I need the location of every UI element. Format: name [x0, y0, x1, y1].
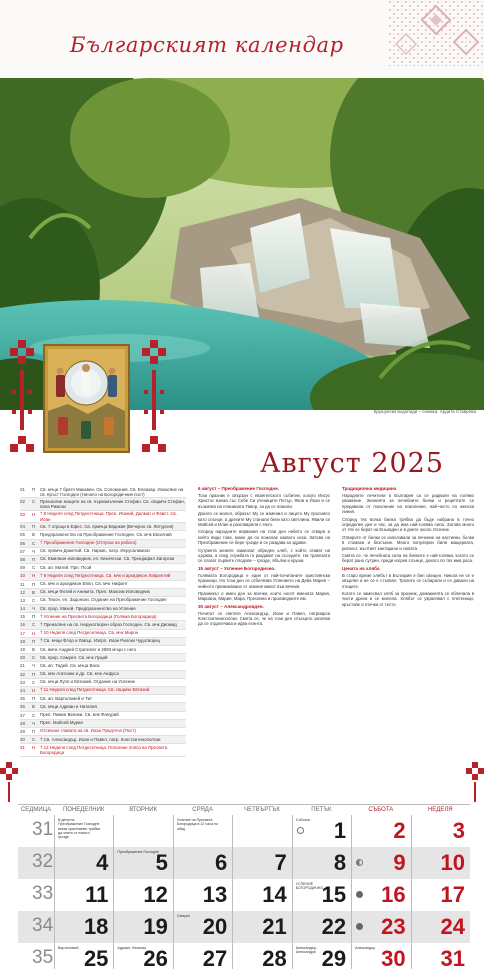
holiday-weekday: П: [32, 638, 36, 644]
holiday-text: † 12 Неделя след Петдесетница. Полагане пояса на Пресвета Богородица: [40, 744, 168, 755]
day-note: Успение на Пресвета Богородица в 12 часа по обед: [176, 818, 219, 831]
day-cell[interactable]: [173, 847, 232, 879]
holiday-weekday: В: [32, 532, 35, 538]
embroidery-ornament-icon: [388, 0, 484, 66]
holiday-day-number: 27: [20, 712, 25, 718]
holiday-day-number: 16: [20, 622, 25, 628]
month-title: Август 2025: [260, 448, 445, 479]
day-cell[interactable]: [292, 911, 351, 943]
holiday-text: Св. мчк Агатоник и др. Св. мчк Анфуса: [40, 671, 119, 677]
holiday-day-number: 29: [20, 728, 25, 734]
holiday-weekday: П: [32, 487, 36, 492]
article-paragraph: Според народните вярвания на този ден небето се отваря и който види това, може да си пожелае каквото иска. Затова на Преображение се бере грозде и се раздава за здраве.: [198, 529, 330, 546]
holiday-day-number: 18: [20, 638, 25, 644]
article-heading: Традиционна медицина: [342, 486, 397, 491]
day-number: 3: [452, 818, 465, 843]
moon-phase-icon: [356, 923, 363, 930]
day-cell[interactable]: [113, 815, 172, 847]
holiday-text: † 9 Неделя след Петдесетница. Св. мчк и архидякон Лаврентий: [40, 572, 171, 578]
article-paragraph: Отварите от билки се използвали за лечение на настинки, болки в стомаха и безсъние. Много популярни били мащерката, риганът, жълтият кантарион и липата.: [342, 534, 474, 551]
holiday-weekday: П: [32, 696, 36, 702]
holiday-day-number: 19: [20, 647, 25, 653]
weekday-header: ВТОРНИК: [129, 807, 158, 813]
holiday-text: † 8 Неделя след Петдесетница. Преп. Исакий, Далмат и Фавст. Св. Иоан: [40, 511, 177, 522]
weekday-header: НЕДЕЛЯ: [427, 807, 453, 813]
day-number: 6: [215, 850, 228, 875]
day-cell[interactable]: [351, 879, 410, 911]
day-number: 25: [83, 946, 109, 969]
day-cell[interactable]: [411, 847, 470, 879]
day-cell[interactable]: [113, 879, 172, 911]
week-row: [18, 879, 470, 911]
holiday-weekday: П: [32, 728, 36, 734]
holiday-text: Пренасяне мощите на св. първомъченик Стефан. Св. свщмчк Стефан, папа Римски: [40, 498, 185, 510]
article-column-2: [342, 486, 474, 609]
holiday-row: [20, 695, 186, 703]
holiday-text: Отсичане главата на св. Иоан Предтеча (Пост): [40, 728, 136, 734]
holiday-day-number: 12: [20, 589, 25, 595]
day-number: 16: [381, 882, 406, 907]
holiday-day-number: 07: [20, 548, 25, 554]
calendar-title: Българският календар: [70, 33, 344, 57]
week-row: [18, 911, 470, 943]
day-cell[interactable]: [54, 847, 113, 879]
day-note: Александър: [355, 946, 376, 950]
holiday-text: Св. прпмчк Дометий. Св. Наркис, патр. Иерусалимски: [40, 548, 150, 554]
holiday-weekday: П: [32, 671, 36, 677]
holiday-row: [20, 511, 186, 523]
holiday-row: [20, 703, 186, 711]
day-number: 28: [262, 946, 287, 969]
holiday-weekday: С: [32, 540, 36, 546]
moon-phase-icon: [297, 827, 304, 834]
day-cell[interactable]: [113, 847, 172, 879]
holiday-text: Св. Емилиан изповедник, еп. Кизически. Св. Трендафил Загорски: [40, 556, 175, 562]
day-number: 21: [262, 914, 287, 939]
day-note: УСПЕНИЕ БОГОРОДИЧНО: [295, 882, 324, 891]
weekday-header: СЕДМИЦА: [20, 807, 52, 813]
day-cell[interactable]: [54, 879, 113, 911]
weekday-header: ПЕТЪК: [311, 807, 332, 813]
holiday-row: [20, 498, 186, 510]
holiday-day-number: 31: [20, 745, 25, 751]
day-number: 11: [85, 882, 109, 907]
day-number: 31: [440, 946, 465, 969]
holiday-row: [20, 662, 186, 670]
day-number: 23: [381, 914, 406, 939]
article-paragraph: Сутринта жените замесват обреден хляб, с който отиват на църква, а след службата го раздават на съседите. На трапезата се слагат първите плодове – грозде, ябълки и круши.: [198, 547, 330, 564]
article-heading: Цената на хляба: [342, 565, 380, 571]
holiday-text: † Успение на Пресвета Богородица (Голяма Богородица): [40, 613, 157, 619]
week-row: [18, 943, 470, 969]
holiday-weekday: П: [32, 581, 36, 587]
holiday-row: [20, 728, 186, 736]
article-heading: 6 август – Преображение Господне.: [198, 486, 280, 491]
day-cell[interactable]: [351, 911, 410, 943]
holiday-weekday: Н: [32, 573, 36, 579]
day-number: 30: [381, 946, 406, 969]
photo-caption: Крушунски водопади – снимка: Ардита Ставрева: [373, 409, 476, 414]
holiday-weekday: Н: [32, 687, 36, 693]
day-note: В деня на Преображение Господне всеки християнин трябва да опита от новото грозде.: [58, 818, 100, 840]
holiday-day-number: 11: [20, 581, 25, 587]
day-cell[interactable]: [292, 815, 351, 847]
holiday-weekday: С: [32, 565, 36, 571]
holiday-row: [20, 613, 186, 621]
holiday-row: [20, 736, 186, 744]
day-cell[interactable]: [54, 911, 113, 943]
holiday-row: [20, 572, 186, 580]
holiday-text: † Св. Александър, Иоан и Павел, патр. Константинополски: [40, 736, 161, 742]
holiday-weekday: Н: [32, 745, 36, 751]
day-cell[interactable]: [173, 943, 232, 969]
day-cell[interactable]: [351, 815, 410, 847]
article: [198, 486, 474, 746]
day-number: 5: [155, 850, 168, 875]
holiday-row: [20, 654, 186, 662]
day-note: Преображение Господне: [117, 850, 159, 854]
article-paragraph: Смята се, че лечебната сила на билките е най-голяма, когато се берат рано сутрин, преди изгрев слънце, докато по тях има роса.: [342, 552, 474, 564]
weekday-header: СЪБОТА: [368, 807, 394, 813]
holiday-row: [20, 589, 186, 597]
holiday-row: [20, 556, 186, 564]
holiday-day-number: 28: [20, 720, 25, 726]
holiday-row: [20, 597, 186, 605]
holiday-day-number: 26: [20, 704, 25, 710]
day-number: 13: [202, 882, 228, 907]
article-paragraph: Според тях всяка билка трябва да бъде набрана в точно определен ден и час, за да има най-голяма сила. Затова много от тях се берат на Еньовден и в дните около Успение.: [342, 516, 474, 533]
holiday-text: Преп. Мойсей Мурин: [40, 720, 83, 726]
holiday-text: † Св. мчци Флор и Лавър. Изпрп. Иоан Рилски Чудотворец: [40, 638, 161, 644]
side-ornament-icon: [466, 760, 484, 804]
holiday-row: [20, 581, 186, 589]
day-cell[interactable]: [292, 847, 351, 879]
weekday-header: СРЯДА: [192, 807, 213, 813]
right-ornament-icon: [134, 330, 174, 470]
day-note: Адриан, Наталия: [117, 946, 147, 950]
holiday-text: Св. ап. Вартоломей и Тит: [40, 695, 93, 701]
moon-phase-icon: [356, 891, 363, 898]
article-paragraph: Голямата Богородица е един от най-почитаните християнски празници. На този ден се отбелязва Успението на Дева Мария – нейното преминаване от земния живот във вечния.: [198, 572, 330, 589]
holiday-text: Предпразненство на Преображение Господне. Св. мчк Евсигний: [40, 531, 172, 537]
holiday-day-number: 02: [20, 499, 25, 505]
holiday-weekday: С: [32, 622, 36, 628]
day-cell[interactable]: [411, 879, 470, 911]
weekday-header: ЧЕТВЪРТЪК: [244, 807, 280, 813]
holiday-text: † 10 Неделя след Петдесетница. Св. мчк Мирон: [40, 630, 139, 636]
holiday-day-number: 03: [20, 511, 25, 517]
holiday-row: [20, 564, 186, 572]
holiday-day-number: 20: [20, 655, 25, 661]
day-cell[interactable]: [232, 815, 291, 847]
holiday-weekday: П: [32, 614, 36, 620]
day-number: 12: [143, 882, 168, 907]
holiday-day-number: 09: [20, 565, 25, 571]
holiday-row: [20, 646, 186, 654]
moon-phase-icon: [356, 859, 363, 866]
holiday-weekday: Н: [32, 630, 36, 636]
holiday-text: Св. Тихон, еп. Задонски. Отдание на Преображение Господне: [40, 597, 167, 603]
holiday-row: [20, 605, 186, 613]
day-cell[interactable]: [351, 847, 410, 879]
month-calendar-grid: [18, 804, 470, 969]
holiday-day-number: 23: [20, 679, 25, 685]
week-row: [18, 815, 470, 847]
holiday-text: Св. мчк и архидякон Евпл. Св. мчк Нифонт: [40, 581, 128, 587]
day-number: 9: [393, 850, 406, 875]
holiday-weekday: С: [32, 679, 36, 685]
day-cell[interactable]: [54, 815, 113, 847]
holiday-row: [20, 679, 186, 687]
day-note: Александър, Александра: [295, 946, 317, 955]
article-paragraph: Празникът е имен ден за всички, които носят имената Мария, Мариана, Марин, Мара, Пресияна и производните им.: [198, 590, 330, 602]
holiday-weekday: Ч: [32, 606, 35, 612]
holiday-text: † Преображение Господне (Отпуска на рибата): [40, 540, 137, 546]
day-number: 27: [202, 946, 228, 969]
week-number: 34: [32, 915, 54, 936]
day-number: 19: [143, 914, 168, 939]
holiday-text: Св. прор. Самуил. Св. мчк Луций: [40, 654, 108, 660]
holiday-text: Св. мчци Адриан и Наталия: [40, 703, 97, 709]
holiday-day-number: 01: [20, 487, 25, 492]
day-note: Съботка: [295, 818, 310, 822]
holiday-weekday: Ч: [32, 663, 35, 669]
left-ornament-icon: [2, 330, 42, 470]
holiday-day-number: 25: [20, 696, 25, 702]
week-number: 32: [32, 851, 54, 872]
holiday-weekday: Ч: [32, 720, 35, 726]
week-row: [18, 847, 470, 879]
holiday-day-number: 30: [20, 737, 25, 743]
holiday-day-number: 10: [20, 573, 25, 579]
day-note: Вартоломей: [58, 946, 79, 950]
holiday-text: Св. вмчк Андрей Стратилат и 2593 мчци с него: [40, 646, 137, 652]
holiday-weekday: Н: [32, 511, 36, 517]
holiday-day-number: 13: [20, 597, 25, 603]
day-cell[interactable]: [351, 943, 410, 969]
day-cell[interactable]: [232, 911, 291, 943]
holiday-weekday: П: [32, 524, 36, 530]
holiday-list: [20, 486, 186, 757]
holiday-weekday: С: [32, 655, 36, 661]
transfiguration-icon: [43, 344, 130, 453]
day-note: Самуил: [176, 914, 190, 918]
holiday-text: † 11 Неделя след Петдесетница. Св. свщмчк Евтихий: [40, 687, 150, 693]
holiday-day-number: 15: [20, 614, 25, 620]
day-cell[interactable]: [292, 943, 351, 969]
day-number: 1: [333, 818, 347, 843]
calendar-header: [0, 0, 484, 78]
day-number: 4: [96, 850, 109, 875]
week-number: 35: [32, 947, 54, 968]
day-number: 8: [333, 850, 347, 875]
holiday-text: Св. 7 отроци в Ефес. Св. прмчца Евдокия (Вечерно св. Литургия): [40, 523, 174, 529]
article-paragraph: Този празник е свързан с евангелското събитие, когато Иисус Христос взема със Себе Си учениците Петър, Яков и Йоан и се възкачва на планината Тавор, за да се помоли.: [198, 492, 330, 509]
holiday-weekday: В: [32, 647, 35, 653]
holiday-row: [20, 744, 186, 756]
holiday-row: [20, 548, 186, 556]
day-cell[interactable]: [411, 815, 470, 847]
day-cell[interactable]: [173, 879, 232, 911]
holiday-weekday: С: [32, 737, 36, 743]
holiday-weekday: Ч: [32, 548, 35, 554]
holiday-row: [20, 671, 186, 679]
week-number: 31: [32, 819, 54, 840]
holiday-day-number: 04: [20, 524, 25, 530]
day-number: 22: [321, 914, 347, 939]
holiday-row: [20, 486, 186, 498]
holiday-text: Св. прор. Михей. Предпразненство на Успение: [40, 605, 136, 611]
day-number: 26: [143, 946, 168, 969]
article-paragraph: Почитат се светите Александър, Иоан и Павел, патриарси Константинополски. Смята се, че на този ден слънцето започва да се отдалечава и идва есента.: [198, 610, 330, 627]
day-cell[interactable]: [232, 847, 291, 879]
holiday-day-number: 08: [20, 556, 25, 562]
day-cell[interactable]: [411, 911, 470, 943]
day-number: 18: [83, 914, 109, 939]
holiday-row: [20, 531, 186, 539]
holiday-weekday: С: [32, 597, 36, 603]
holiday-row: [20, 638, 186, 646]
holiday-day-number: 24: [20, 687, 25, 693]
holiday-row: [20, 687, 186, 695]
holiday-day-number: 06: [20, 540, 25, 546]
article-heading: 15 август – Успение Богородично.: [198, 565, 276, 571]
day-number: 2: [393, 818, 406, 843]
holiday-row: [20, 621, 186, 629]
holiday-row: [20, 712, 186, 720]
holiday-text: Св. ап. Тадей. Св. мчца Васа: [40, 662, 100, 668]
day-cell[interactable]: [113, 911, 172, 943]
day-cell[interactable]: [54, 943, 113, 969]
day-number: 7: [274, 850, 287, 875]
holiday-text: Св. мчци Лупп и Евтихий. Отдание на Успение: [40, 679, 136, 685]
holiday-weekday: С: [32, 499, 36, 505]
day-cell[interactable]: [292, 879, 351, 911]
day-number: 10: [440, 850, 465, 875]
day-cell[interactable]: [173, 815, 232, 847]
holiday-weekday: П: [32, 556, 36, 562]
holiday-row: [20, 523, 186, 531]
day-cell[interactable]: [232, 879, 291, 911]
day-number: 14: [262, 882, 287, 907]
day-number: 24: [440, 914, 465, 939]
day-cell[interactable]: [173, 911, 232, 943]
weekday-header: ПОНЕДЕЛНИК: [62, 807, 105, 813]
holiday-row: [20, 720, 186, 728]
week-number: 33: [32, 883, 54, 904]
holiday-weekday: С: [32, 712, 36, 718]
holiday-text: † Пренасяне на св. Нерукотворен образ Господен. Св. мчк Диомид: [40, 621, 177, 627]
article-paragraph: Докато се молел, образът Му се изменил и лицето Му просияло като слънце, а дрехите Му станали бели като светлина. Явили се Мойсей и Илия и разговаряли с Него.: [198, 511, 330, 527]
day-cell[interactable]: [411, 943, 470, 969]
day-cell[interactable]: [113, 943, 172, 969]
day-cell[interactable]: [232, 943, 291, 969]
holiday-text: Св. мчци 7 братя Макавеи. Св. Соломония. Св. Елеазар. Изнасяне на св. Кръст Господен (Начало на Богородичния пост): [40, 486, 184, 497]
holiday-text: Св. ап. Матей. Прп. Псой: [40, 564, 92, 570]
holiday-weekday: В: [32, 589, 35, 595]
day-number: 15: [321, 882, 347, 907]
day-number: 29: [321, 946, 347, 969]
holiday-day-number: 05: [20, 532, 25, 538]
holiday-day-number: 14: [20, 606, 25, 612]
holiday-day-number: 22: [20, 671, 25, 677]
holiday-row: [20, 540, 186, 548]
holiday-row: [20, 630, 186, 638]
article-paragraph: Когато се замесвал хляб за празник, домакинята се обличала в чисти дрехи и се молела. Хлябът се украсявал с плетеници, кръстове и птички от тесто.: [342, 590, 474, 607]
article-paragraph: В старо време хлябът в България е бил свещен. Никога не се е хвърлял и не се е стъпвал. Трохите се събирали и се давали на птиците.: [342, 572, 474, 589]
holiday-day-number: 17: [20, 630, 25, 636]
article-column-1: [198, 486, 330, 629]
holiday-text: Преп. Пимен Велики. Св. мчк Фанурий: [40, 712, 119, 718]
side-ornament-icon: [0, 760, 18, 804]
holiday-weekday: В: [32, 704, 35, 710]
day-number: 20: [202, 914, 228, 939]
article-heading: 30 август – Александровден.: [198, 603, 264, 609]
holiday-text: Св. мчци Фотий и Аникита. Преп. Максим Изповедник: [40, 589, 150, 595]
day-number: 17: [440, 882, 465, 907]
article-paragraph: Народните лечители в България са се радвали на голямо уважение. Знанията за лечебните билки и рецептите се предавали от поколение на поколение, най-често по женска линия.: [342, 492, 474, 515]
weekday-header-row: [18, 804, 470, 815]
holiday-day-number: 21: [20, 663, 25, 669]
